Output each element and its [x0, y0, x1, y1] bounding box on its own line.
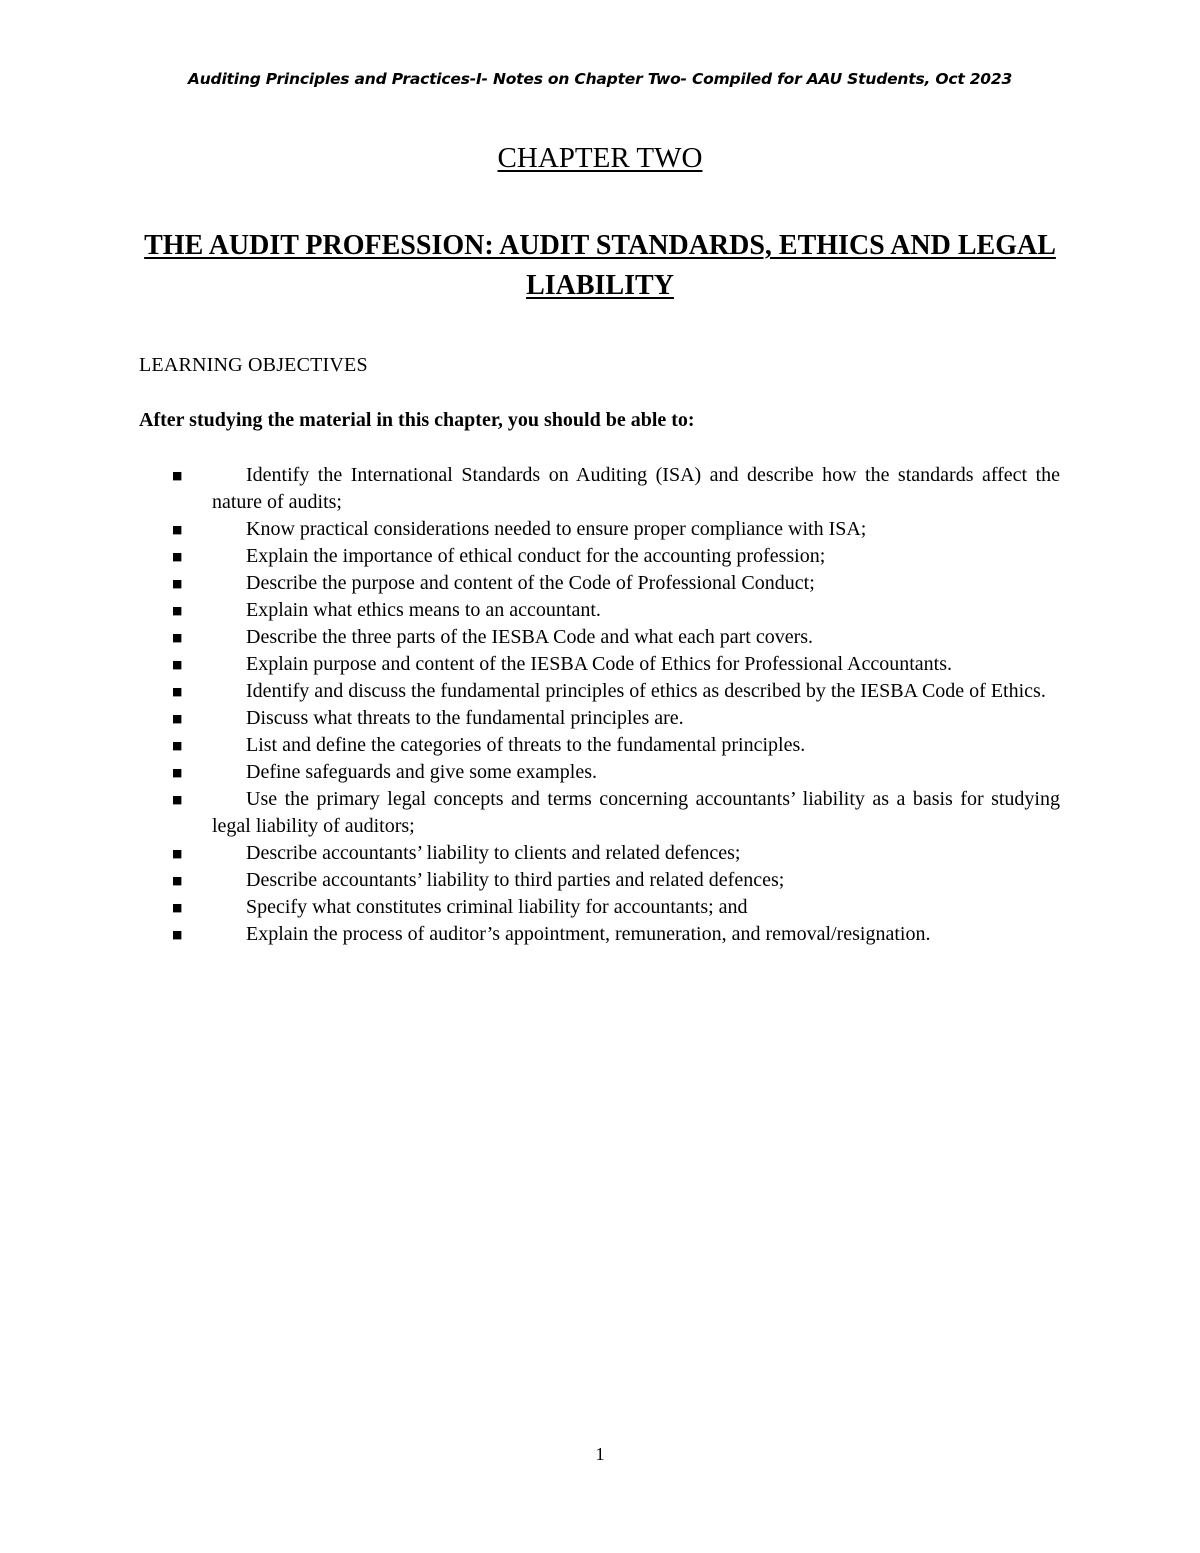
list-item [172, 651, 1060, 678]
list-item [172, 597, 1060, 624]
objective-text: Define safeguards and give some examples. [246, 761, 597, 783]
square-bullet-icon: ■ [172, 712, 183, 725]
objective-text: Discuss what threats to the fundamental principles are. [246, 707, 684, 729]
square-bullet-icon: ■ [172, 685, 183, 698]
objectives-list [172, 462, 1060, 948]
square-bullet-icon: ■ [172, 631, 183, 644]
square-bullet-icon: ■ [172, 469, 183, 482]
objective-text: Use the primary legal concepts and terms concerning accountants’ liability as a basis for studying legal liability of auditors; [212, 788, 1060, 837]
objective-text: List and define the categories of threats to the fundamental principles. [246, 734, 806, 756]
page-number: 1 [595, 1444, 605, 1464]
list-item [172, 543, 1060, 570]
list-item [172, 921, 1060, 948]
objective-text: Specify what constitutes criminal liability for accountants; and [246, 896, 748, 918]
running-header: Auditing Principles and Practices-I- Notes on Chapter Two- Compiled for AAU Students, Oct 2023 [187, 70, 1013, 88]
square-bullet-icon: ■ [172, 604, 183, 617]
list-item [172, 840, 1060, 867]
square-bullet-icon: ■ [172, 739, 183, 752]
list-item [172, 624, 1060, 651]
objective-text: Explain purpose and content of the IESBA Code of Ethics for Professional Accountants. [246, 653, 952, 675]
square-bullet-icon: ■ [172, 658, 183, 671]
list-item [172, 867, 1060, 894]
list-item [172, 894, 1060, 921]
square-bullet-icon: ■ [172, 766, 183, 779]
objective-text: Explain what ethics means to an accountant. [246, 599, 601, 621]
objective-text: Describe the three parts of the IESBA Code and what each part covers. [246, 626, 814, 648]
objective-text: Explain the process of auditor’s appointment, remuneration, and removal/resignation. [246, 923, 931, 945]
square-bullet-icon: ■ [172, 550, 183, 563]
objective-text: Describe accountants’ liability to clients and related defences; [246, 842, 741, 864]
list-item [172, 570, 1060, 597]
objective-text: Describe the purpose and content of the Code of Professional Conduct; [246, 572, 815, 594]
list-item [172, 516, 1060, 543]
square-bullet-icon: ■ [172, 901, 183, 914]
objective-text: Identify and discuss the fundamental principles of ethics as described by the IESBA Code of Ethics. [246, 680, 1046, 702]
square-bullet-icon: ■ [172, 874, 183, 887]
chapter-subtitle: THE AUDIT PROFESSION: AUDIT STANDARDS, ETHICS AND LEGAL LIABILITY [144, 230, 1056, 301]
list-item [172, 732, 1060, 759]
square-bullet-icon: ■ [172, 523, 183, 536]
square-bullet-icon: ■ [172, 793, 183, 806]
learning-objectives-heading: LEARNING OBJECTIVES [139, 354, 368, 376]
objective-text: Know practical considerations needed to ensure proper compliance with ISA; [246, 518, 867, 540]
list-item [172, 705, 1060, 732]
list-item [172, 786, 1060, 840]
list-item [172, 678, 1060, 705]
learning-objectives-intro: After studying the material in this chapter, you should be able to: [139, 409, 695, 431]
list-item [172, 759, 1060, 786]
square-bullet-icon: ■ [172, 577, 183, 590]
list-item [172, 462, 1060, 516]
objective-text: Identify the International Standards on Auditing (ISA) and describe how the standards affect the nature of audits; [212, 464, 1060, 513]
chapter-title: CHAPTER TWO [497, 142, 703, 174]
square-bullet-icon: ■ [172, 928, 183, 941]
square-bullet-icon: ■ [172, 847, 183, 860]
objective-text: Describe accountants’ liability to third parties and related defences; [246, 869, 785, 891]
objective-text: Explain the importance of ethical conduct for the accounting profession; [246, 545, 826, 567]
